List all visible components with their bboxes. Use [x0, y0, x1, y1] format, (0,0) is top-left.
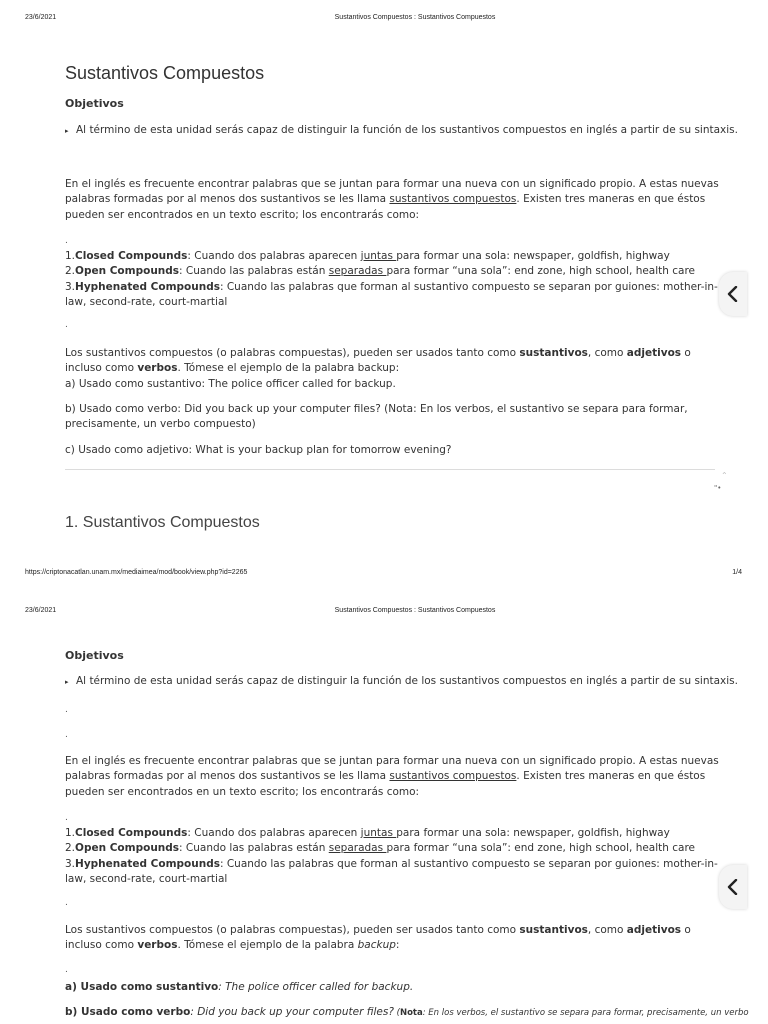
list-item-open: 2.Open Compounds: Cuando las palabras están separadas para formar “una sola”: end zone, high school, health care — [65, 842, 696, 855]
print-header — [0, 14, 768, 28]
print-footer — [0, 569, 768, 581]
print-url[interactable]: https://criptonacatlan.unam.mx/mediaimea/mod/book/view.php?id=2265 — [25, 569, 248, 576]
previous-page-button-2[interactable] — [719, 865, 747, 909]
page-title: Sustantivos Compuestos — [65, 63, 265, 83]
print-title: Sustantivos Compuestos : Sustantivos Compuestos — [334, 607, 496, 614]
uses-paragraph-2: Los sustantivos compuestos (o palabras compuestas), pueden ser usados tanto como sustantivos, como adjetivos o incluso como verbos. Tómese el ejemplo de la palabra backup: — [65, 924, 691, 952]
intro-paragraph: En el inglés es frecuente encontrar palabras que se juntan para formar una nueva con un significado propio. A estas nuevas palabras formadas por al menos dos sustantivos se les llama sustantivos compuestos. Existen tres maneras en que éstos pueden ser encontrados en un texto escrito; los encontrarás como: — [65, 178, 719, 221]
small-marker: "• — [714, 484, 722, 492]
list-item-closed: 1.Closed Compounds: Cuando dos palabras aparecen juntas para formar una sola: newspaper, goldfish, highway — [65, 250, 670, 262]
list-item-open: 2.Open Compounds: Cuando las palabras están separadas para formar “una sola”: end zone, high school, health care — [65, 265, 696, 278]
example-verb: b) Usado como verbo: Did you back up your computer files? (Nota: En los verbos, el sustantivo se separa para formar, precisamente, un verbo compuesto) — [65, 403, 688, 431]
scroll-up-icon[interactable]: ⌃ — [721, 471, 728, 480]
print-header-2 — [0, 607, 768, 621]
intro-paragraph-2: En el inglés es frecuente encontrar palabras que se juntan para formar una nueva con un significado propio. A estas nuevas palabras formadas por al menos dos sustantivos se les llama sustantivos compuestos. Existen tres maneras en que éstos pueden ser encontrados en un texto escrito; los encontrarás como: — [65, 755, 719, 798]
print-title: Sustantivos Compuestos : Sustantivos Compuestos — [334, 14, 496, 21]
print-date: 23/6/2021 — [25, 607, 57, 614]
example-noun-2: a) Usado como sustantivo: The police officer called for backup. — [65, 981, 414, 993]
compound-nouns-link[interactable]: sustantivos compuestos — [389, 193, 517, 206]
objetivos-heading-2: Objetivos — [65, 649, 124, 662]
section-heading: 1. Sustantivos Compuestos — [65, 514, 260, 531]
list-item-closed: 1.Closed Compounds: Cuando dos palabras aparecen juntas para formar una sola: newspaper, goldfish, highway — [65, 827, 670, 839]
uses-paragraph: Los sustantivos compuestos (o palabras compuestas), pueden ser usados tanto como sustantivos, como adjetivos o incluso como verbos. Tómese el ejemplo de la palabra backup: a) Usado como sustantivo: The police officer called for backup. — [65, 346, 723, 392]
page-number: 1/4 — [732, 569, 742, 576]
example-adjective: c) Usado como adjetivo: What is your backup plan for tomorrow evening? — [65, 444, 452, 456]
objetivos-heading: Objetivos — [65, 97, 124, 110]
divider — [65, 469, 715, 470]
example-noun: a) Usado como sustantivo: The police officer called for backup. — [65, 377, 396, 390]
list-item-hyphenated: 3.Hyphenated Compounds: Cuando las palabras que forman al sustantivo compuesto se separan por guiones: mother-in-law, second-rate, court-martial — [65, 280, 718, 309]
compound-types-list-2 — [65, 826, 723, 888]
compound-types-list — [65, 249, 723, 311]
bullet-icon: ▸ — [65, 127, 69, 135]
compound-nouns-link[interactable]: sustantivos compuestos — [389, 770, 517, 783]
list-item-hyphenated: 3.Hyphenated Compounds: Cuando las palabras que forman al sustantivo compuesto se separan por guiones: mother-in-law, second-rate, court-martial — [65, 857, 718, 886]
example-verb-2: b) Usado como verbo: Did you back up your computer files? (Nota: En los verbos, el sustantivo se separa para formar, precisamente, un verbo — [65, 1006, 749, 1018]
chevron-left-icon — [726, 879, 740, 895]
chevron-left-icon — [726, 286, 740, 302]
bullet-icon: ▸ — [65, 678, 69, 686]
print-date: 23/6/2021 — [25, 14, 57, 21]
previous-page-button[interactable] — [719, 272, 747, 316]
